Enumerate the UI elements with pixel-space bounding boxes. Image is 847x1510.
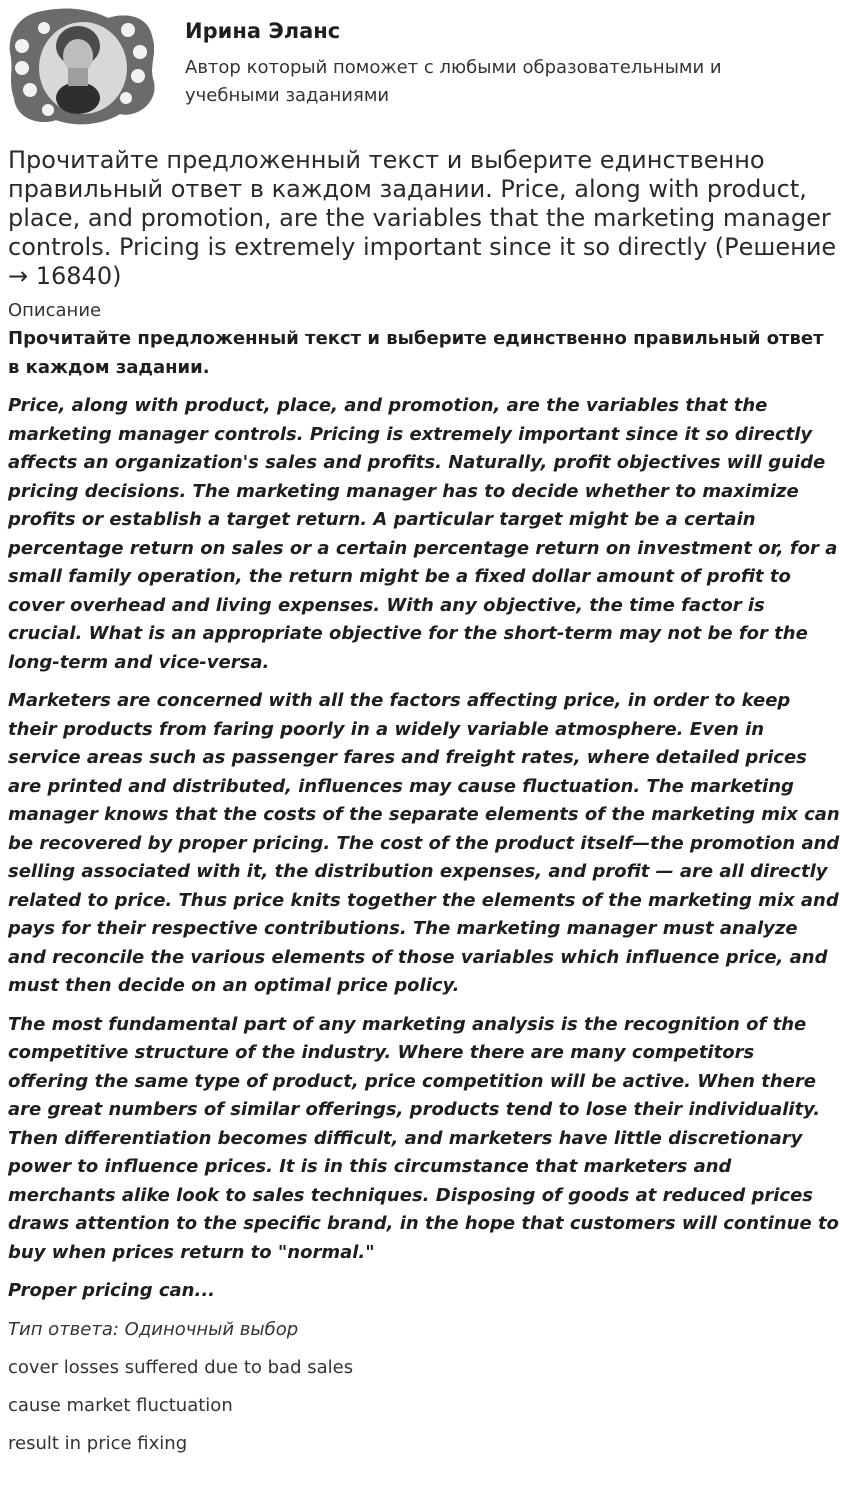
answer-type: Тип ответа: Одиночный выбор xyxy=(8,1318,299,1340)
answer-option[interactable]: cause market fluctuation xyxy=(8,1394,233,1416)
task-instruction: Прочитайте предложенный текст и выберите единственно правильный ответ в каждом задании. xyxy=(8,328,824,378)
description-label: Описание xyxy=(8,300,102,321)
page-title: Прочитайте предложенный текст и выберите единственно правильный ответ в каждом задании. Price, along with product, place, and promotion, are the variables that the marketing manager controls. Pricing is extremely important since it so directly (Решение → 16840) xyxy=(8,146,837,290)
text-paragraph-1: Price, along with product, place, and promotion, are the variables that the marketing manager controls. Pricing is extremely important since it so directly affects an organization's sales and profits. Naturally, profit objectives will guide pricing decisions. The marketing manager has to decide whether to maximize profits or establish a target return. A particular target might be a certain percentage return on sales or a certain percentage return on investment or, for a small family operation, the return might be a fixed dollar amount of profit to cover overhead and living expenses. With any objective, the time factor is crucial. What is an appropriate objective for the short-term may not be for the long-term and vice-versa. xyxy=(8,395,838,673)
text-paragraph-2: Marketers are concerned with all the factors affecting price, in order to keep their products from faring poorly in a widely variable atmosphere. Even in service areas such as passenger fares and freight rates, where detailed prices are printed and distributed, influences may cause fluctuation. The marketing manager knows that the costs of the separate elements of the marketing mix can be recovered by proper pricing. The cost of the product itself—the promotion and selling associated with it, the distribution expenses, and profit — are all directly related to price. Thus price knits together the elements of the marketing mix and pays for their respective contributions. The marketing manager must analyze and reconcile the various elements of those variables which influence price, and must then decide on an optimal price policy. xyxy=(8,690,840,996)
author-name[interactable]: Ирина Эланс xyxy=(185,19,341,43)
task-content xyxy=(8,146,840,1468)
text-paragraph-3: The most fundamental part of any marketing analysis is the recognition of the competitive structure of the industry. Where there are many competitors offering the same type of product, price competition will be active. When there are great numbers of similar offerings, products tend to lose their individuality. Then differentiation becomes difficult, and marketers have little discretionary power to influence prices. It is in this circumstance that marketers and merchants alike look to sales techniques. Disposing of goods at reduced prices draws attention to the specific brand, in the hope that customers will continue to buy when prices return to "normal." xyxy=(8,1013,839,1263)
answer-option[interactable]: cover losses suffered due to bad sales xyxy=(8,1356,354,1378)
answer-option[interactable]: result in price fixing xyxy=(8,1432,188,1454)
author-description: Автор который поможет с любыми образовательными и учебными заданиями xyxy=(185,57,722,106)
author-avatar[interactable] xyxy=(8,6,156,126)
author-card xyxy=(8,6,838,128)
question-text: Proper pricing can... xyxy=(8,1280,215,1301)
